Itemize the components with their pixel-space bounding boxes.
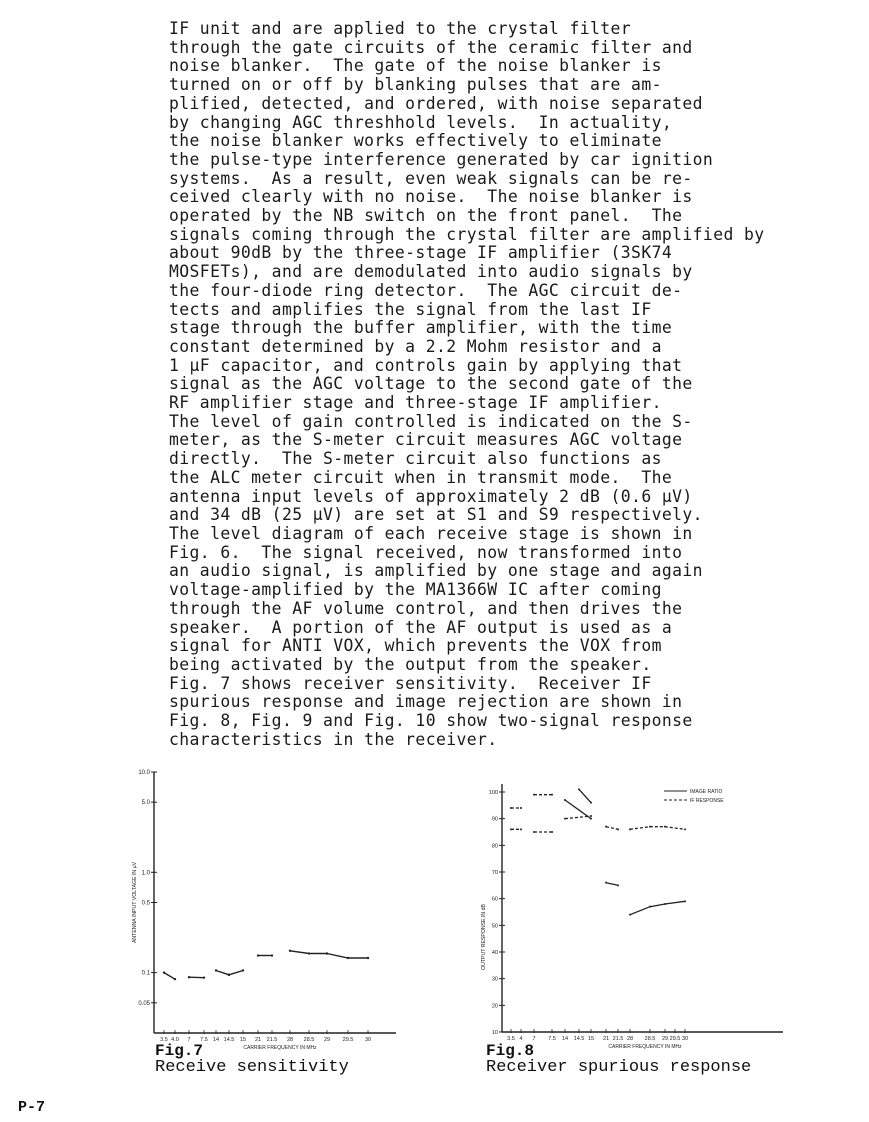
y-tick-label: 10.0 [138,770,150,776]
y-axis-label: OUTPUT RESPONSE IN dB [481,904,487,970]
x-axis-label: CARRIER FREQUENCY IN MHz [243,1045,317,1051]
figure-7-number: Fig.7 [155,1042,204,1060]
x-tick-label: 4.0 [171,1037,179,1043]
data-point [590,818,592,820]
data-point [684,900,686,902]
body-line: meter, as the S-meter circuit measures AGC voltage [169,430,683,450]
data-point [564,818,566,820]
x-tick-label: 3.5 [507,1036,515,1042]
body-line: the ALC meter circuit when in transmit mode. The [169,467,673,487]
data-point [203,976,205,978]
x-axis-label: CARRIER FREQUENCY IN MHz [608,1044,682,1050]
data-point [617,828,619,830]
data-point [564,799,566,801]
data-point [533,794,535,796]
body-line: tects and amplifies the signal from the last IF [169,299,652,319]
body-line: the pulse-type interference generated by car ignition [169,149,714,169]
image-ratio-segment [630,901,685,914]
sensitivity-segment [164,973,175,980]
body-line: The level diagram of each receive stage is shown in [169,523,693,543]
legend-label: IMAGE RATIO [690,789,723,795]
data-point [347,957,349,959]
body-line: plified, detected, and ordered, with noise separated [169,93,703,113]
body-line: directly. The S-meter circuit also functions as [169,449,662,469]
figure-7-chart [100,760,410,1050]
y-tick-label: 20 [491,1003,498,1010]
data-point [617,884,619,886]
data-point [308,952,310,954]
x-tick-label: 29 [661,1036,669,1042]
x-tick-label: 21 [254,1037,262,1043]
data-point [163,971,165,973]
y-tick-label: 40 [491,950,498,956]
y-tick-label: 100 [488,790,498,796]
x-tick-label: 30 [364,1037,372,1043]
x-tick-label: 29.5 [669,1036,681,1042]
x-tick-label: 28.5 [644,1036,656,1042]
y-tick-label: 0.5 [141,900,150,907]
body-line: speaker. A portion of the AF output is used as a [169,617,673,637]
x-tick-label: 21.5 [266,1037,278,1043]
x-tick-label: 14 [561,1036,569,1042]
x-tick-label: 30 [681,1036,689,1042]
data-point [551,794,553,796]
y-tick-label: 0.05 [138,1000,150,1007]
y-tick-label: 5.0 [141,800,150,807]
if-response-segment [606,827,618,830]
body-line: 1 µF capacitor, and controls gain by applying that [169,355,683,375]
data-point [520,807,522,809]
x-tick-label: 21 [602,1036,610,1042]
body-line: Fig. 8, Fig. 9 and Fig. 10 show two-signal response [169,711,693,731]
body-line: IF unit and are applied to the crystal filter [169,19,632,38]
data-point [664,826,666,828]
y-tick-label: 60 [491,896,498,903]
x-tick-label: 29 [323,1037,331,1043]
body-line: spurious response and image rejection are shown in [169,692,683,712]
body-line: through the AF volume control, and then drives the [169,598,683,618]
if-response-segment [565,816,591,819]
data-point [551,831,553,833]
if-response-segment [630,827,685,830]
y-tick-label: 1.0 [141,870,150,877]
data-point [271,954,273,956]
y-tick-label: 70 [491,870,498,876]
page-number: P-7 [18,1099,46,1116]
data-point [242,969,244,971]
body-line: characteristics in the receiver. [169,729,498,749]
y-tick-label: 30 [491,976,498,983]
sensitivity-segment [229,971,243,975]
body-line: voltage-amplified by the MA1366W IC after coming [169,580,662,600]
data-point [326,952,328,954]
body-line: ceived clearly with no noise. The noise blanker is [169,187,693,207]
image-ratio-segment [579,789,591,802]
body-line: the noise blanker works effectively to eliminate [169,131,662,151]
data-point [533,831,535,833]
data-point [174,978,176,980]
x-tick-label: 7.5 [200,1037,208,1043]
data-point [367,957,369,959]
data-point [664,903,666,905]
figure-8-number: Fig.8 [486,1042,535,1060]
data-point [605,826,607,828]
x-tick-label: 14.5 [573,1036,585,1042]
body-line: and 34 dB (25 µV) are set at S1 and S9 respectively. [169,505,703,525]
y-tick-label: 90 [491,816,498,823]
body-line: about 90dB by the three-stage IF amplifier (3SK74 [169,243,673,263]
data-point [590,815,592,817]
body-line: signal for ANTI VOX, which prevents the VOX from [169,636,662,656]
body-line: through the gate circuits of the ceramic filter and [169,37,693,57]
figure-8-chart [465,770,795,1050]
data-point [257,954,259,956]
body-line: stage through the buffer amplifier, with the time [169,318,673,338]
y-tick-label: 50 [491,923,498,930]
body-line: an audio signal, is amplified by one stage and again [169,561,703,581]
body-line: signal as the AGC voltage to the second gate of the [169,374,693,394]
sensitivity-segment [216,971,229,975]
x-tick-label: 15 [587,1036,595,1042]
body-line: the four-diode ring detector. The AGC circuit de- [169,280,683,300]
x-tick-label: 7 [187,1037,191,1043]
data-point [578,788,580,790]
data-point [629,914,631,916]
data-point [649,826,651,828]
body-line: antenna input levels of approximately 2 dB (0.6 µV) [169,486,693,506]
body-line: signals coming through the crystal filter are amplified by [169,224,765,244]
data-point [605,882,607,884]
image-ratio-segment [606,883,618,886]
x-tick-label: 14 [212,1037,220,1043]
data-point [590,802,592,804]
body-line: Fig. 7 shows receiver sensitivity. Receiver IF [169,673,652,693]
data-point [289,950,291,952]
x-tick-label: 28.5 [303,1037,315,1043]
y-tick-label: 0.1 [141,970,150,977]
body-line: being activated by the output from the speaker. [169,654,652,674]
x-tick-label: 7.5 [548,1036,556,1042]
data-point [215,969,217,971]
data-point [510,828,512,830]
body-line: noise blanker. The gate of the noise blanker is [169,56,662,76]
y-axis-label: ANTENNA INPUT VOLTAGE IN µV [132,861,138,944]
body-text [169,20,765,749]
x-tick-label: 28 [286,1037,294,1043]
body-line: by changing AGC threshhold levels. In actuality, [169,112,673,132]
data-point [188,976,190,978]
body-line: operated by the NB switch on the front panel. The [169,206,683,226]
y-tick-label: 80 [491,843,498,850]
data-point [228,974,230,976]
body-line: systems. As a result, even weak signals can be re- [169,168,693,188]
x-tick-label: 3.5 [160,1037,168,1043]
data-point [510,807,512,809]
figure-8-title: Receiver spurious response [486,1058,752,1077]
body-line: Fig. 6. The signal received, now transformed into [169,542,683,562]
legend-label: IF RESPONSE [690,798,724,804]
body-line: turned on or off by blanking pulses that are am- [169,75,662,95]
body-line: RF amplifier stage and three-stage IF amplifier. [169,393,662,413]
x-tick-label: 4 [519,1036,523,1042]
sensitivity-segment [189,977,204,978]
x-tick-label: 29.5 [342,1037,354,1043]
data-point [520,828,522,830]
body-line: The level of gain controlled is indicated on the S- [169,411,693,431]
x-tick-label: 21.5 [612,1036,624,1042]
x-tick-label: 15 [239,1037,247,1043]
body-line: constant determined by a 2.2 Mohm resistor and a [169,336,662,356]
x-tick-label: 28 [626,1036,634,1042]
data-point [629,828,631,830]
y-tick-label: 10 [491,1030,498,1036]
data-point [649,906,651,908]
figure-7-title: Receive sensitivity [155,1058,349,1077]
x-tick-label: 14.5 [223,1037,235,1043]
x-tick-label: 7 [532,1036,536,1042]
body-line: MOSFETs), and are demodulated into audio signals by [169,262,693,282]
data-point [684,828,686,830]
